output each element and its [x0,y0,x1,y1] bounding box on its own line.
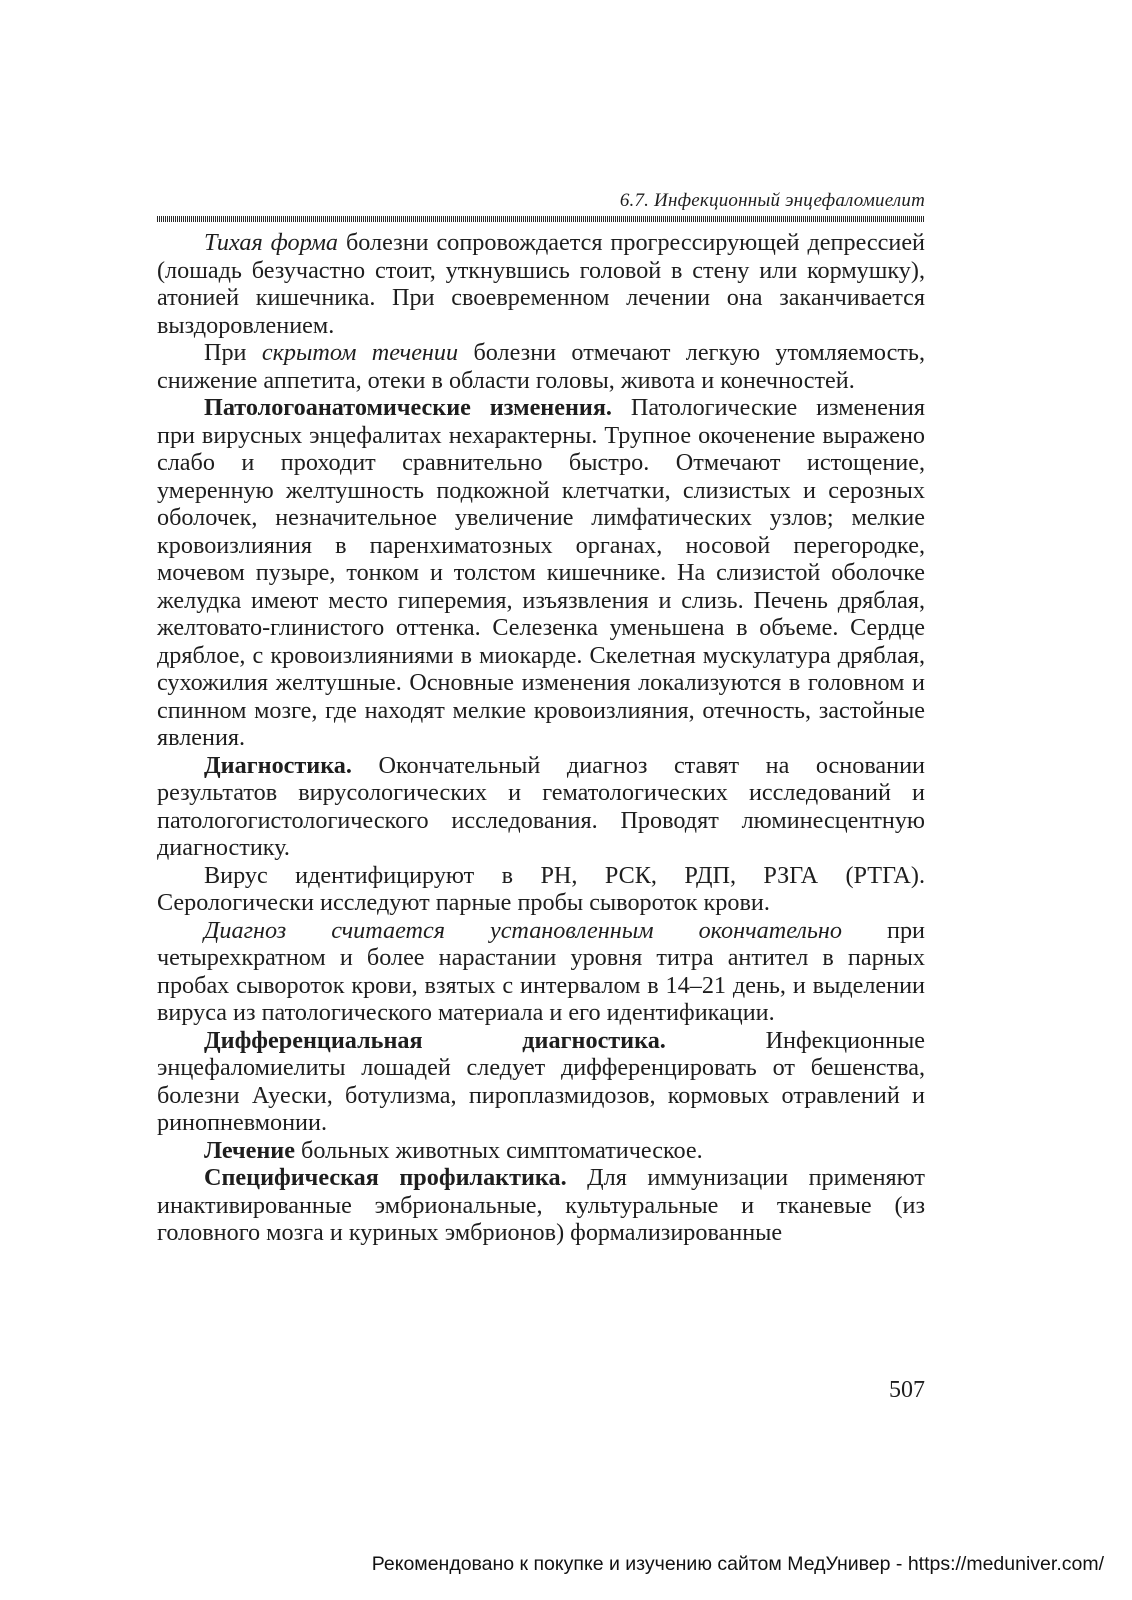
paragraph [157,394,925,752]
section-heading: Диагностика. [204,751,352,779]
paragraph-text: Для иммунизации применяют инактивированные эмбриональные, культуральные и тканевые (из головного мозга и куриных эмбрионов) формализированные [157,1164,925,1246]
paragraph-text: болезни отмечают легкую утомляемость, снижение аппетита, отеки в области головы, живота и конечностей. [157,339,925,394]
lead-text: скрытом течении [261,339,459,366]
paragraph [157,229,925,339]
lead-text: Тихая форма [204,229,339,256]
paragraph-text: Окончательный диагноз ставят на основании результатов вирусологических и гематологических исследований и патологогистологического исследования. Проводят люминесцентную диагностику. [157,751,925,861]
paragraph [157,1137,925,1165]
paragraph-text: при четырехкратном и более нарастании уровня титра антител в парных пробах сывороток крови, взятых с интервалом в 14–21 день, и выделении вируса из патологического материала и его идентификации. [157,916,925,1026]
running-title: 6.7. Инфекционный энцефаломиелит [619,190,925,211]
paragraph [157,1164,925,1247]
paragraph [157,339,925,394]
section-heading: Дифференциальная диагностика. [204,1026,666,1054]
paragraph-text: больных животных симптоматическое. [294,1136,703,1164]
section-heading: Специфическая профилактика. [204,1164,567,1191]
lead-text: Диагноз считается установленным окончательно [204,916,843,944]
paragraph-prefix: При [204,339,262,366]
section-heading: Лечение [204,1136,295,1164]
section-heading: Патологоанатомические изменения. [204,394,612,421]
paragraph-text: Инфекционные энцефаломиелиты лошадей следует дифференцировать от бешенства, болезни Ауески, ботулизма, пироплазмидозов, кормовых отравлений и ринопневмонии. [157,1026,925,1136]
header-rule [157,216,925,222]
paragraph [157,862,925,917]
paragraph [157,1027,925,1137]
footer-note: Рекомендовано к покупке и изучению сайтом МедУнивер - https://meduniver.com/ [371,1553,1104,1575]
body-text [157,229,925,1247]
paragraph [157,917,925,1027]
page-number: 507 [889,1377,925,1403]
paragraph-text: Вирус идентифицируют в РН, РСК, РДП, РЗГА (РТГА). Серологически исследуют парные пробы сывороток крови. [157,861,925,916]
paragraph [157,752,925,862]
paragraph-text: болезни сопровождается прогрессирующей депрессией (лошадь безучастно стоит, уткнувшись головой в стену или кормушку), атонией кишечника. При своевременном лечении она заканчивается выздоровлением. [157,229,925,339]
paragraph-text: Патологические изменения при вирусных энцефалитах нехарактерны. Трупное окоченение выражено слабо и проходит сравнительно быстро. Отмечают истощение, умеренную желтушность подкожной клетчатки, слизистых и серозных оболочек, незначительное увеличение лимфатических узлов; мелкие кровоизлияния в паренхиматозных органах, носовой перегородке, мочевом пузыре, тонком и толстом кишечнике. На слизистой оболочке желудка имеют место гиперемия, изъязвления и слизь. Печень дряблая, желтовато-глинистого оттенка. Селезенка уменьшена в объеме. Сердце дряблое, с кровоизлияниями в миокарде. Скелетная мускулатура дряблая, сухожилия желтушные. Основные изменения локализуются в головном и спинном мозге, где находят мелкие кровоизлияния, отечность, застойные явления. [157,394,925,751]
